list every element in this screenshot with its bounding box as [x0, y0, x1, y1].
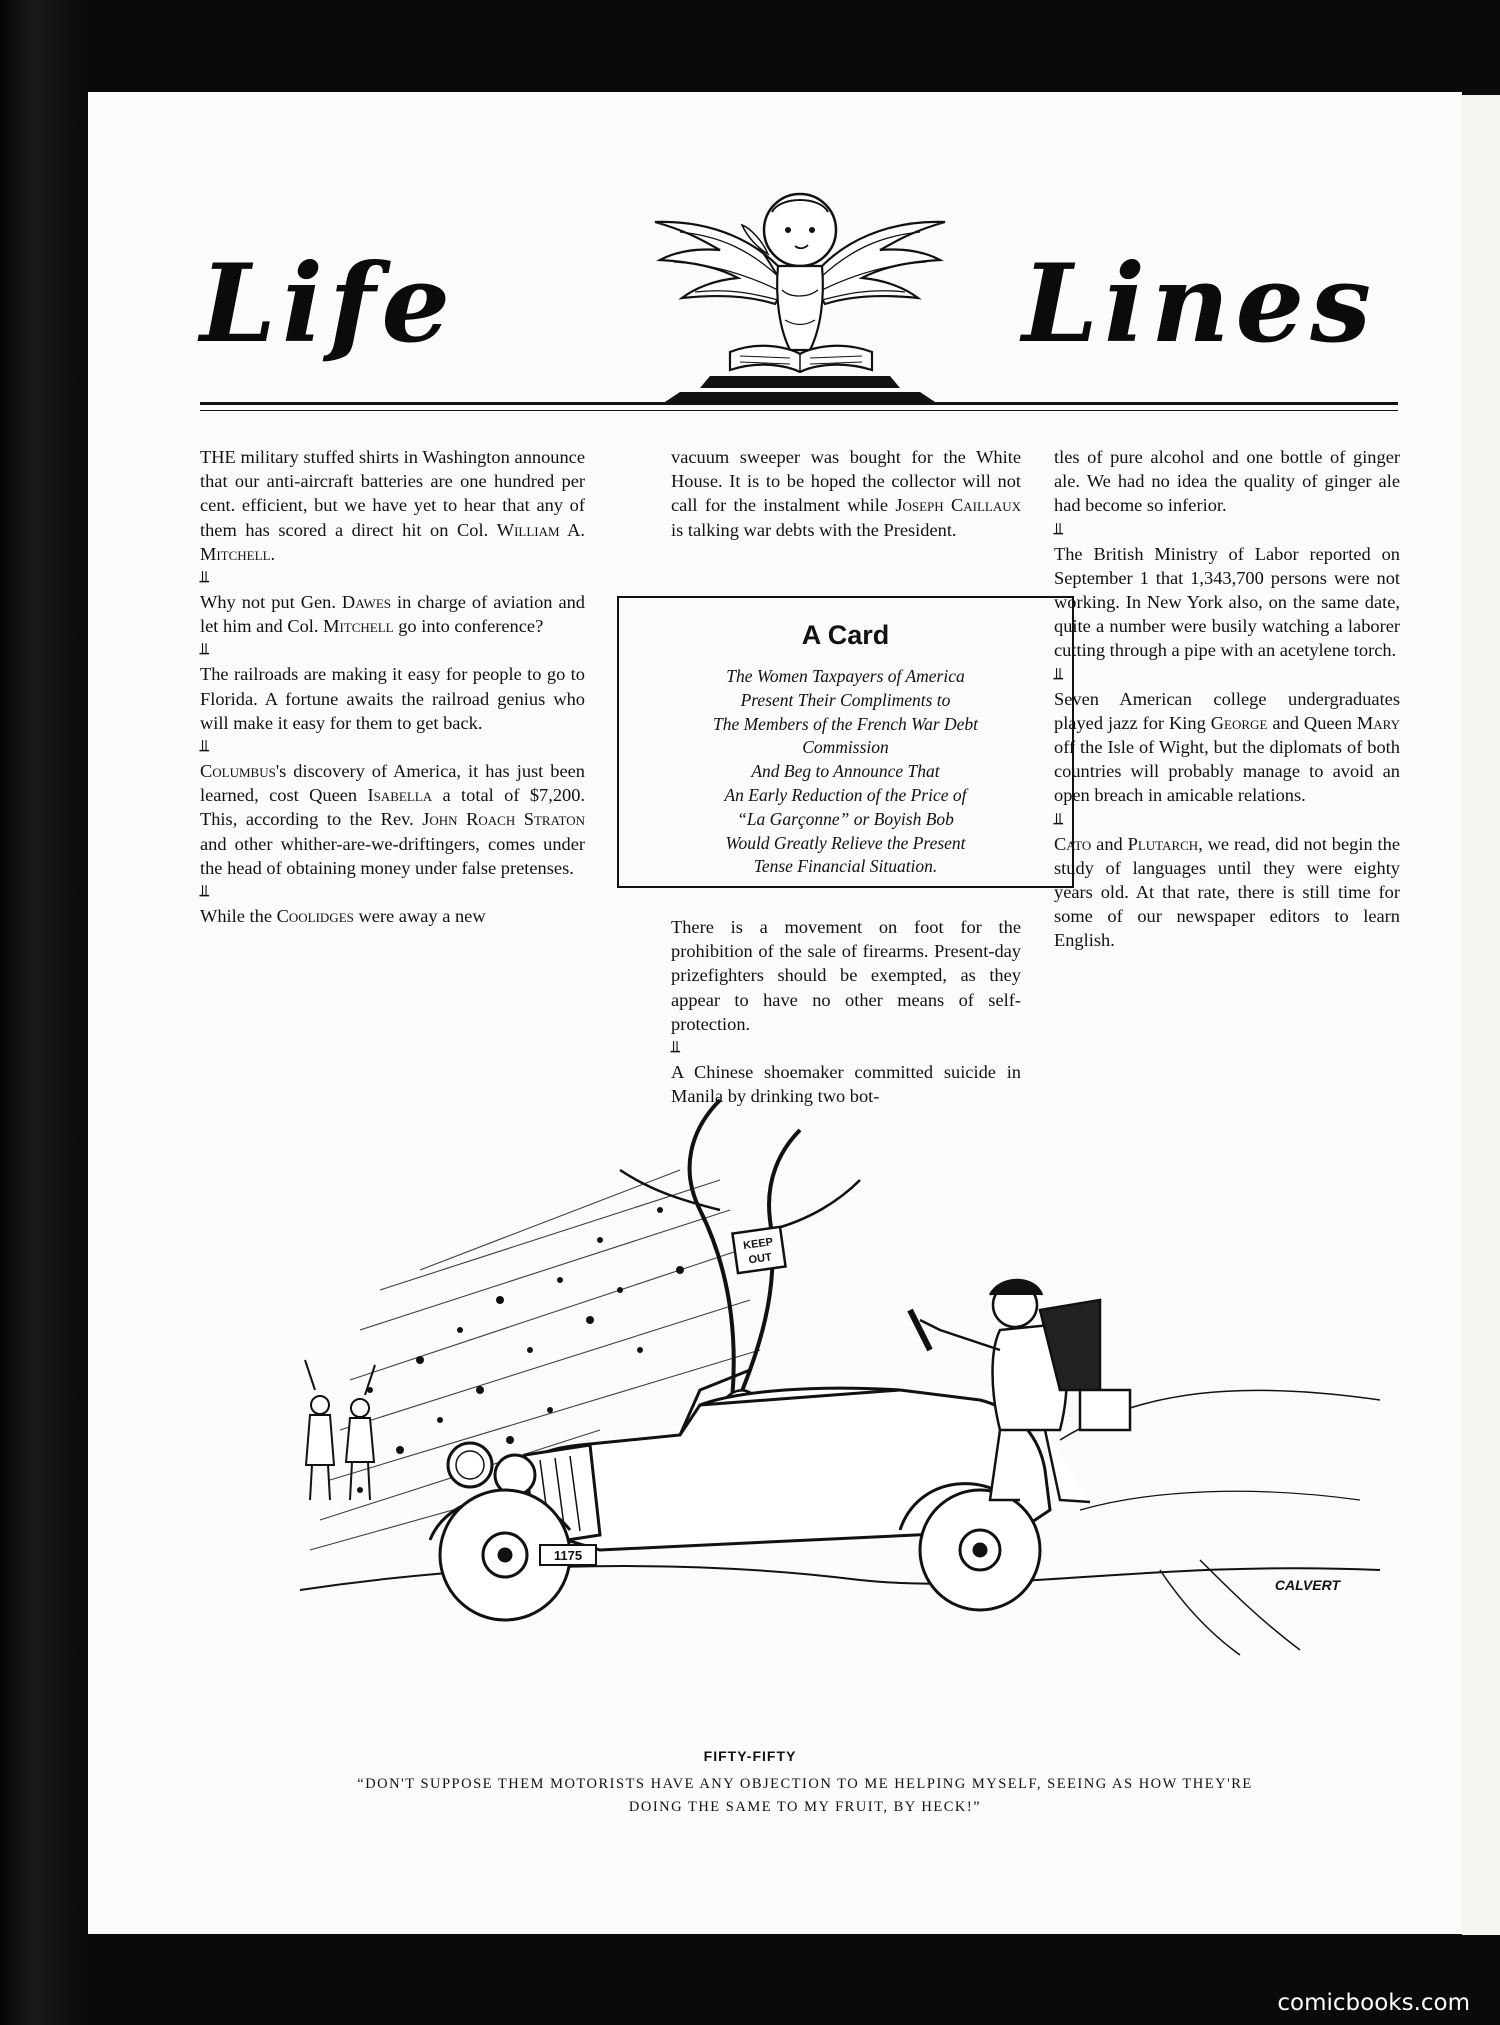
section-separator-icon: ⫫ — [200, 738, 207, 756]
section-separator-icon: ⫫ — [1054, 665, 1061, 683]
paragraph-text: Why not put Gen. — [200, 592, 342, 613]
sign-text-line1: KEEP — [742, 1236, 774, 1253]
card-notice — [617, 596, 1074, 888]
paragraph-text: , we read, did not begin the study of languages until they were eighty years old. At that rate, there is still time for some of our newspaper editors to learn English. — [1054, 833, 1401, 951]
proper-name: Coolidges — [276, 906, 354, 927]
card-line: The Women Taxpayers of America — [726, 666, 965, 686]
proper-name: Plutarch — [1127, 833, 1199, 854]
paragraph-text: and Queen — [1267, 712, 1357, 733]
card-line: The Members of the French War Debt — [712, 713, 979, 734]
column-left — [200, 445, 585, 928]
card-line: And Beg to Announce That — [751, 761, 940, 782]
section-separator-icon: ⫫ — [200, 569, 207, 587]
paragraph — [200, 904, 585, 928]
card-line: Present Their Compliments to — [740, 689, 951, 710]
paragraph-text: and — [1091, 833, 1128, 854]
proper-name: Isabella — [367, 785, 433, 806]
paragraph-text: tles of pure alcohol and one bottle of ginger ale. We had no idea the quality of ginger ale had become so inferior. — [1054, 447, 1400, 516]
paragraph-text: a total of $7,200. This, according to the Rev. — [200, 785, 586, 830]
watermark: comicbooks.com — [1277, 1990, 1470, 2016]
proper-name: John Roach Straton — [422, 809, 585, 830]
proper-name: Mitchell — [323, 616, 394, 637]
card-line: Would Greatly Relieve the Present — [725, 832, 966, 853]
paragraph-text: in charge of aviation and let him and Col. — [200, 592, 585, 637]
column-middle-bottom — [671, 915, 1021, 1108]
masthead — [200, 170, 1400, 410]
cartoon-caption-text: “DON'T SUPPOSE THEM MOTORISTS HAVE ANY OBJECTION TO ME HELPING MYSELF, SEEING AS HOW THEY'RE DOING THE SAME TO MY FRUIT, BY HECK!” — [357, 1776, 1253, 1815]
paragraph — [1054, 445, 1400, 518]
paragraph-text: were away a new — [353, 906, 486, 927]
proper-name: George — [1210, 712, 1268, 733]
cherub-illustration — [650, 170, 950, 402]
cartoon-caption-title: FIFTY-FIFTY — [703, 1748, 797, 1764]
masthead-title-right: Lines — [1022, 241, 1378, 367]
paragraph — [671, 445, 1021, 542]
paragraph — [1054, 687, 1400, 808]
proper-name: Mary — [1356, 712, 1401, 733]
proper-name: Dawes — [341, 592, 391, 613]
masthead-rule-thin — [200, 410, 1398, 411]
paragraph — [200, 759, 585, 880]
section-separator-icon: ⫫ — [671, 1039, 678, 1057]
license-plate: 1175 — [553, 1548, 583, 1563]
section-separator-icon: ⫫ — [1054, 810, 1061, 828]
column-right — [1054, 445, 1400, 953]
paragraph — [200, 590, 585, 638]
paragraph-text: The railroads are making it easy for people to go to Florida. A fortune awaits the railroad genius who will make it easy for them to get back. — [200, 664, 585, 733]
section-separator-icon: ⫫ — [200, 641, 207, 659]
card-title: A Card — [801, 620, 890, 650]
paragraph-text: THE military stuffed shirts in Washington announce that our anti-aircraft batteries are one hundred per cent. efficient, but we have yet to hear that any of them has scored a direct hit on Col. — [200, 447, 585, 540]
card-text — [619, 665, 1072, 879]
paragraph-text: Seven American college undergraduates played jazz for King — [1054, 688, 1400, 733]
card-line: Commission — [802, 737, 889, 758]
card-line: Tense Financial Situation. — [753, 856, 938, 877]
paragraph — [200, 662, 585, 735]
paragraph-text: . — [270, 543, 276, 564]
proper-name: William A. Mitchell — [200, 519, 585, 564]
card-line: An Early Reduction of the Price of — [724, 784, 967, 805]
paragraph-text: A Chinese shoemaker committed suicide in Manila by drinking two bot- — [671, 1062, 1021, 1107]
artist-signature: CALVERT — [1274, 1577, 1340, 1593]
card-line: “La Garçonne” or Boyish Bob — [737, 808, 954, 829]
scan-left-edge — [0, 0, 88, 2025]
paragraph-text: The British Ministry of Labor reported on September 1 that 1,343,700 persons were not working. In New York also, on the same date, quite a number were busily watching a laborer cutting through a pipe with an acetylene torch. — [1054, 543, 1400, 661]
paragraph — [671, 915, 1021, 1036]
section-separator-icon: ⫫ — [200, 883, 207, 901]
adjacent-page-edge — [1462, 95, 1500, 1935]
paragraph-text: off the Isle of Wight, but the diplomats of both countries will probably manage to avoid an open breach in amicable relations. — [1054, 737, 1400, 806]
masthead-title-left: Life — [200, 241, 457, 367]
proper-name: Cato — [1054, 833, 1092, 854]
paragraph-text: go into conference? — [393, 616, 544, 637]
paragraph-text: and other whither-are-we-driftingers, comes under the head of obtaining money under false pretenses. — [200, 833, 585, 878]
section-separator-icon: ⫫ — [1054, 520, 1061, 538]
paragraph — [1054, 832, 1400, 953]
paragraph-text: While the — [200, 906, 277, 927]
masthead-rule — [200, 402, 1398, 405]
sign-text-line2: OUT — [747, 1251, 773, 1267]
paragraph-text: 's discovery of America, it has just been learned, cost Queen — [200, 761, 585, 806]
paragraph-text: There is a movement on foot for the prohibition of the sale of firearms. Present-day prizefighters should be exempted, as they appear to have no other means of self-protection. — [671, 917, 1021, 1034]
proper-name: Joseph Caillaux — [895, 495, 1021, 516]
paragraph-text: is talking war debts with the President. — [671, 519, 957, 540]
paragraph — [1054, 542, 1400, 663]
proper-name: Columbus — [200, 761, 276, 782]
cartoon-illustration — [300, 1090, 1380, 1660]
paragraph — [200, 445, 585, 566]
paragraph-text: vacuum sweeper was bought for the White House. It is to be hoped the collector will not call for the instalment while — [671, 447, 1021, 516]
column-middle-top — [671, 445, 1021, 542]
